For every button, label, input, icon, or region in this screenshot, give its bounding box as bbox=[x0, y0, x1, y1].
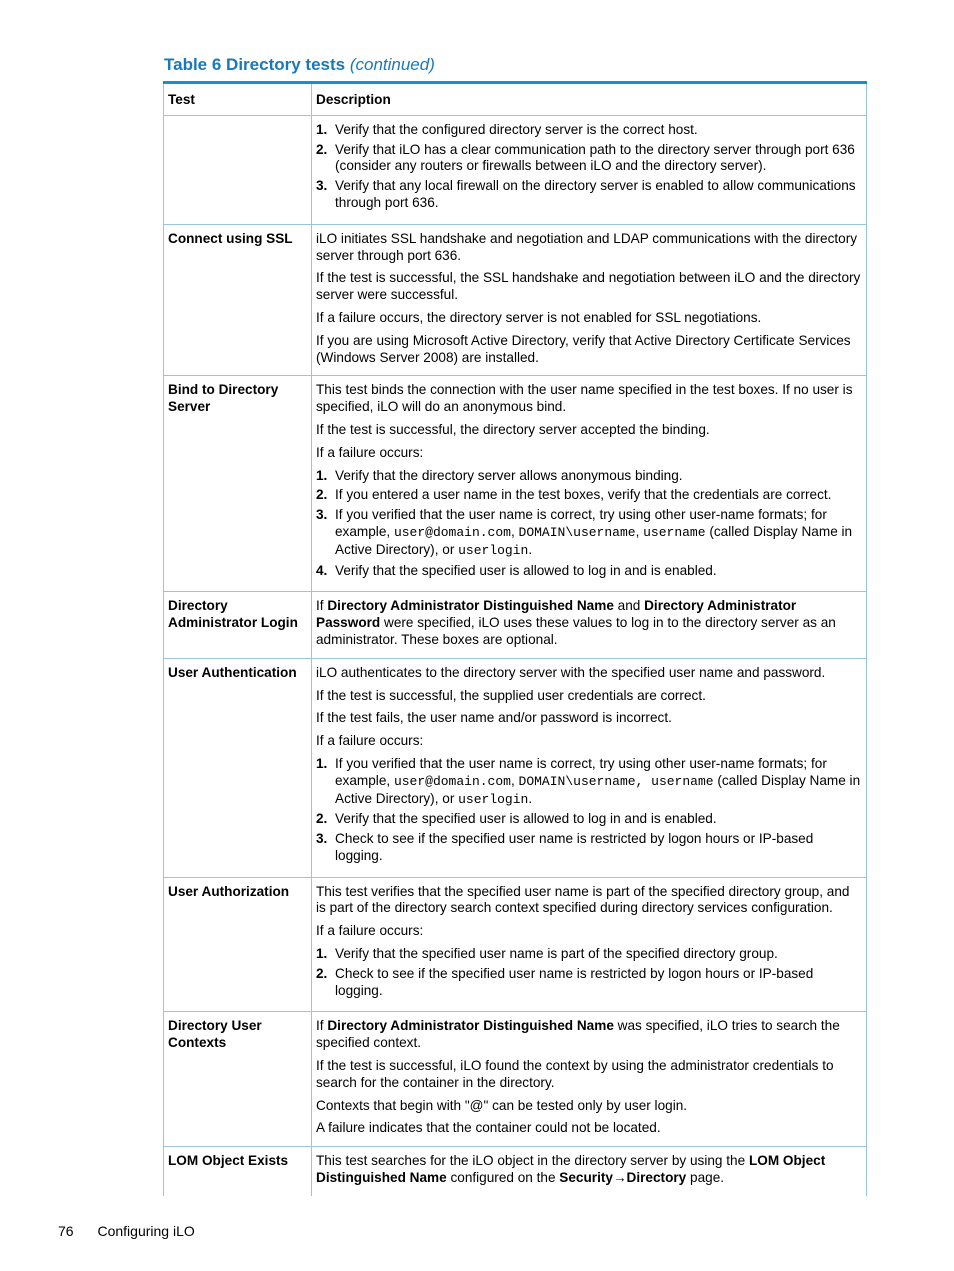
header-test: Test bbox=[164, 84, 312, 115]
table-row bbox=[164, 115, 867, 224]
numbered-list bbox=[316, 756, 861, 865]
paragraph: A failure indicates that the container could not be located. bbox=[316, 1120, 661, 1136]
list-item: 2. Check to see if the specified user name is restricted by logon hours or IP-based logging. bbox=[316, 965, 814, 998]
test-description bbox=[312, 592, 867, 658]
table-row bbox=[164, 1012, 867, 1147]
test-name: Bind to Directory Server bbox=[164, 376, 312, 592]
caption-continued: (continued) bbox=[349, 55, 435, 74]
list-item: 4. Verify that the specified user is allowed to log in and is enabled. bbox=[316, 562, 717, 578]
caption-title: Table 6 Directory tests bbox=[164, 55, 346, 74]
table-row bbox=[164, 224, 867, 376]
test-name: Directory Administrator Login bbox=[164, 592, 312, 658]
paragraph: This test binds the connection with the user name specified in the test boxes. If no user is specified, iLO will do an anonymous bind. bbox=[316, 382, 853, 415]
test-name: User Authentication bbox=[164, 658, 312, 877]
test-name: Connect using SSL bbox=[164, 224, 312, 376]
table-caption bbox=[164, 55, 435, 75]
list-item: 3. If you verified that the user name is correct, try using other user-name formats; for example, user@domain.com, DOMAIN\username, username (called Display Name in Active Directory), or userlogin. bbox=[316, 507, 853, 558]
paragraph: This test verifies that the specified user name is part of the specified directory group, and is part of the directory search context specified during directory services configuration. bbox=[316, 883, 850, 916]
list-item: 1. Verify that the directory server allows anonymous binding. bbox=[316, 467, 683, 483]
test-description bbox=[312, 224, 867, 376]
paragraph: If a failure occurs, the directory server is not enabled for SSL negotiations. bbox=[316, 309, 762, 325]
paragraph: If you are using Microsoft Active Directory, verify that Active Directory Certificate Services (Windows Server 2008) are installed. bbox=[316, 332, 851, 365]
table-row bbox=[164, 1147, 867, 1196]
paragraph: Contexts that begin with "@" can be tested only by user login. bbox=[316, 1097, 688, 1113]
test-description bbox=[312, 658, 867, 877]
list-item: 2. Verify that iLO has a clear communication path to the directory server through port 636 (consider any routers or firewalls between iLO and the directory server). bbox=[316, 141, 855, 174]
table-header-row bbox=[164, 84, 867, 115]
paragraph: If the test is successful, the directory server accepted the binding. bbox=[316, 421, 710, 437]
page-number: 76 bbox=[58, 1223, 74, 1239]
table-row bbox=[164, 376, 867, 592]
test-description bbox=[312, 877, 867, 1012]
paragraph: If a failure occurs: bbox=[316, 923, 424, 939]
paragraph: If Directory Administrator Distinguished Name and Directory Administrator Password were specified, iLO uses these values to log in to the directory server as an administrator. These boxes are optional. bbox=[316, 598, 836, 647]
test-name: LOM Object Exists bbox=[164, 1147, 312, 1196]
table-row bbox=[164, 592, 867, 658]
paragraph: If the test is successful, the supplied user credentials are correct. bbox=[316, 687, 706, 703]
test-name: User Authorization bbox=[164, 877, 312, 1012]
test-description bbox=[312, 1012, 867, 1147]
paragraph: If the test fails, the user name and/or password is incorrect. bbox=[316, 710, 672, 726]
list-item: 3. Verify that any local firewall on the directory server is enabled to allow communications through port 636. bbox=[316, 178, 856, 210]
paragraph: If the test is successful, iLO found the context by using the administrator credentials to search for the container in the directory. bbox=[316, 1058, 834, 1090]
table-row bbox=[164, 658, 867, 877]
page-footer bbox=[58, 1223, 195, 1239]
numbered-list bbox=[316, 468, 861, 580]
list-item: 2. Verify that the specified user is allowed to log in and is enabled. bbox=[316, 811, 717, 827]
paragraph: If Directory Administrator Distinguished Name was specified, iLO tries to search the specified context. bbox=[316, 1018, 840, 1051]
paragraph: iLO authenticates to the directory server with the specified user name and password. bbox=[316, 664, 826, 680]
paragraph: If a failure occurs: bbox=[316, 444, 424, 460]
test-description bbox=[312, 376, 867, 592]
list-item: 1. Verify that the specified user name is part of the specified directory group. bbox=[316, 946, 778, 962]
list-item: 2. If you entered a user name in the test boxes, verify that the credentials are correct. bbox=[316, 487, 832, 503]
paragraph: This test searches for the iLO object in the directory server by using the LOM Object Distinguished Name configured on the Security→Directory page. bbox=[316, 1153, 826, 1186]
right-arrow-icon: → bbox=[612, 1170, 627, 1186]
list-item: 1. If you verified that the user name is correct, try using other user-name formats; for example, user@domain.com, DOMAIN\username, username (called Display Name in Active Directory), or userlogin. bbox=[316, 755, 861, 807]
section-title: Configuring iLO bbox=[97, 1223, 195, 1239]
header-description: Description bbox=[312, 84, 867, 115]
test-name: Directory User Contexts bbox=[164, 1012, 312, 1147]
paragraph: If a failure occurs: bbox=[316, 733, 424, 749]
paragraph: If the test is successful, the SSL handshake and negotiation between iLO and the directory server were successful. bbox=[316, 270, 861, 303]
list-item: 1. Verify that the configured directory server is the correct host. bbox=[316, 121, 698, 137]
numbered-list bbox=[316, 122, 861, 212]
list-item: 3. Check to see if the specified user name is restricted by logon hours or IP-based logging. bbox=[316, 831, 814, 863]
table-row bbox=[164, 877, 867, 1012]
numbered-list bbox=[316, 946, 861, 999]
test-description bbox=[312, 1147, 867, 1196]
paragraph: iLO initiates SSL handshake and negotiation and LDAP communications with the directory server through port 636. bbox=[316, 230, 858, 263]
directory-tests-table bbox=[163, 81, 867, 1196]
test-name bbox=[164, 115, 312, 224]
test-description bbox=[312, 115, 867, 224]
